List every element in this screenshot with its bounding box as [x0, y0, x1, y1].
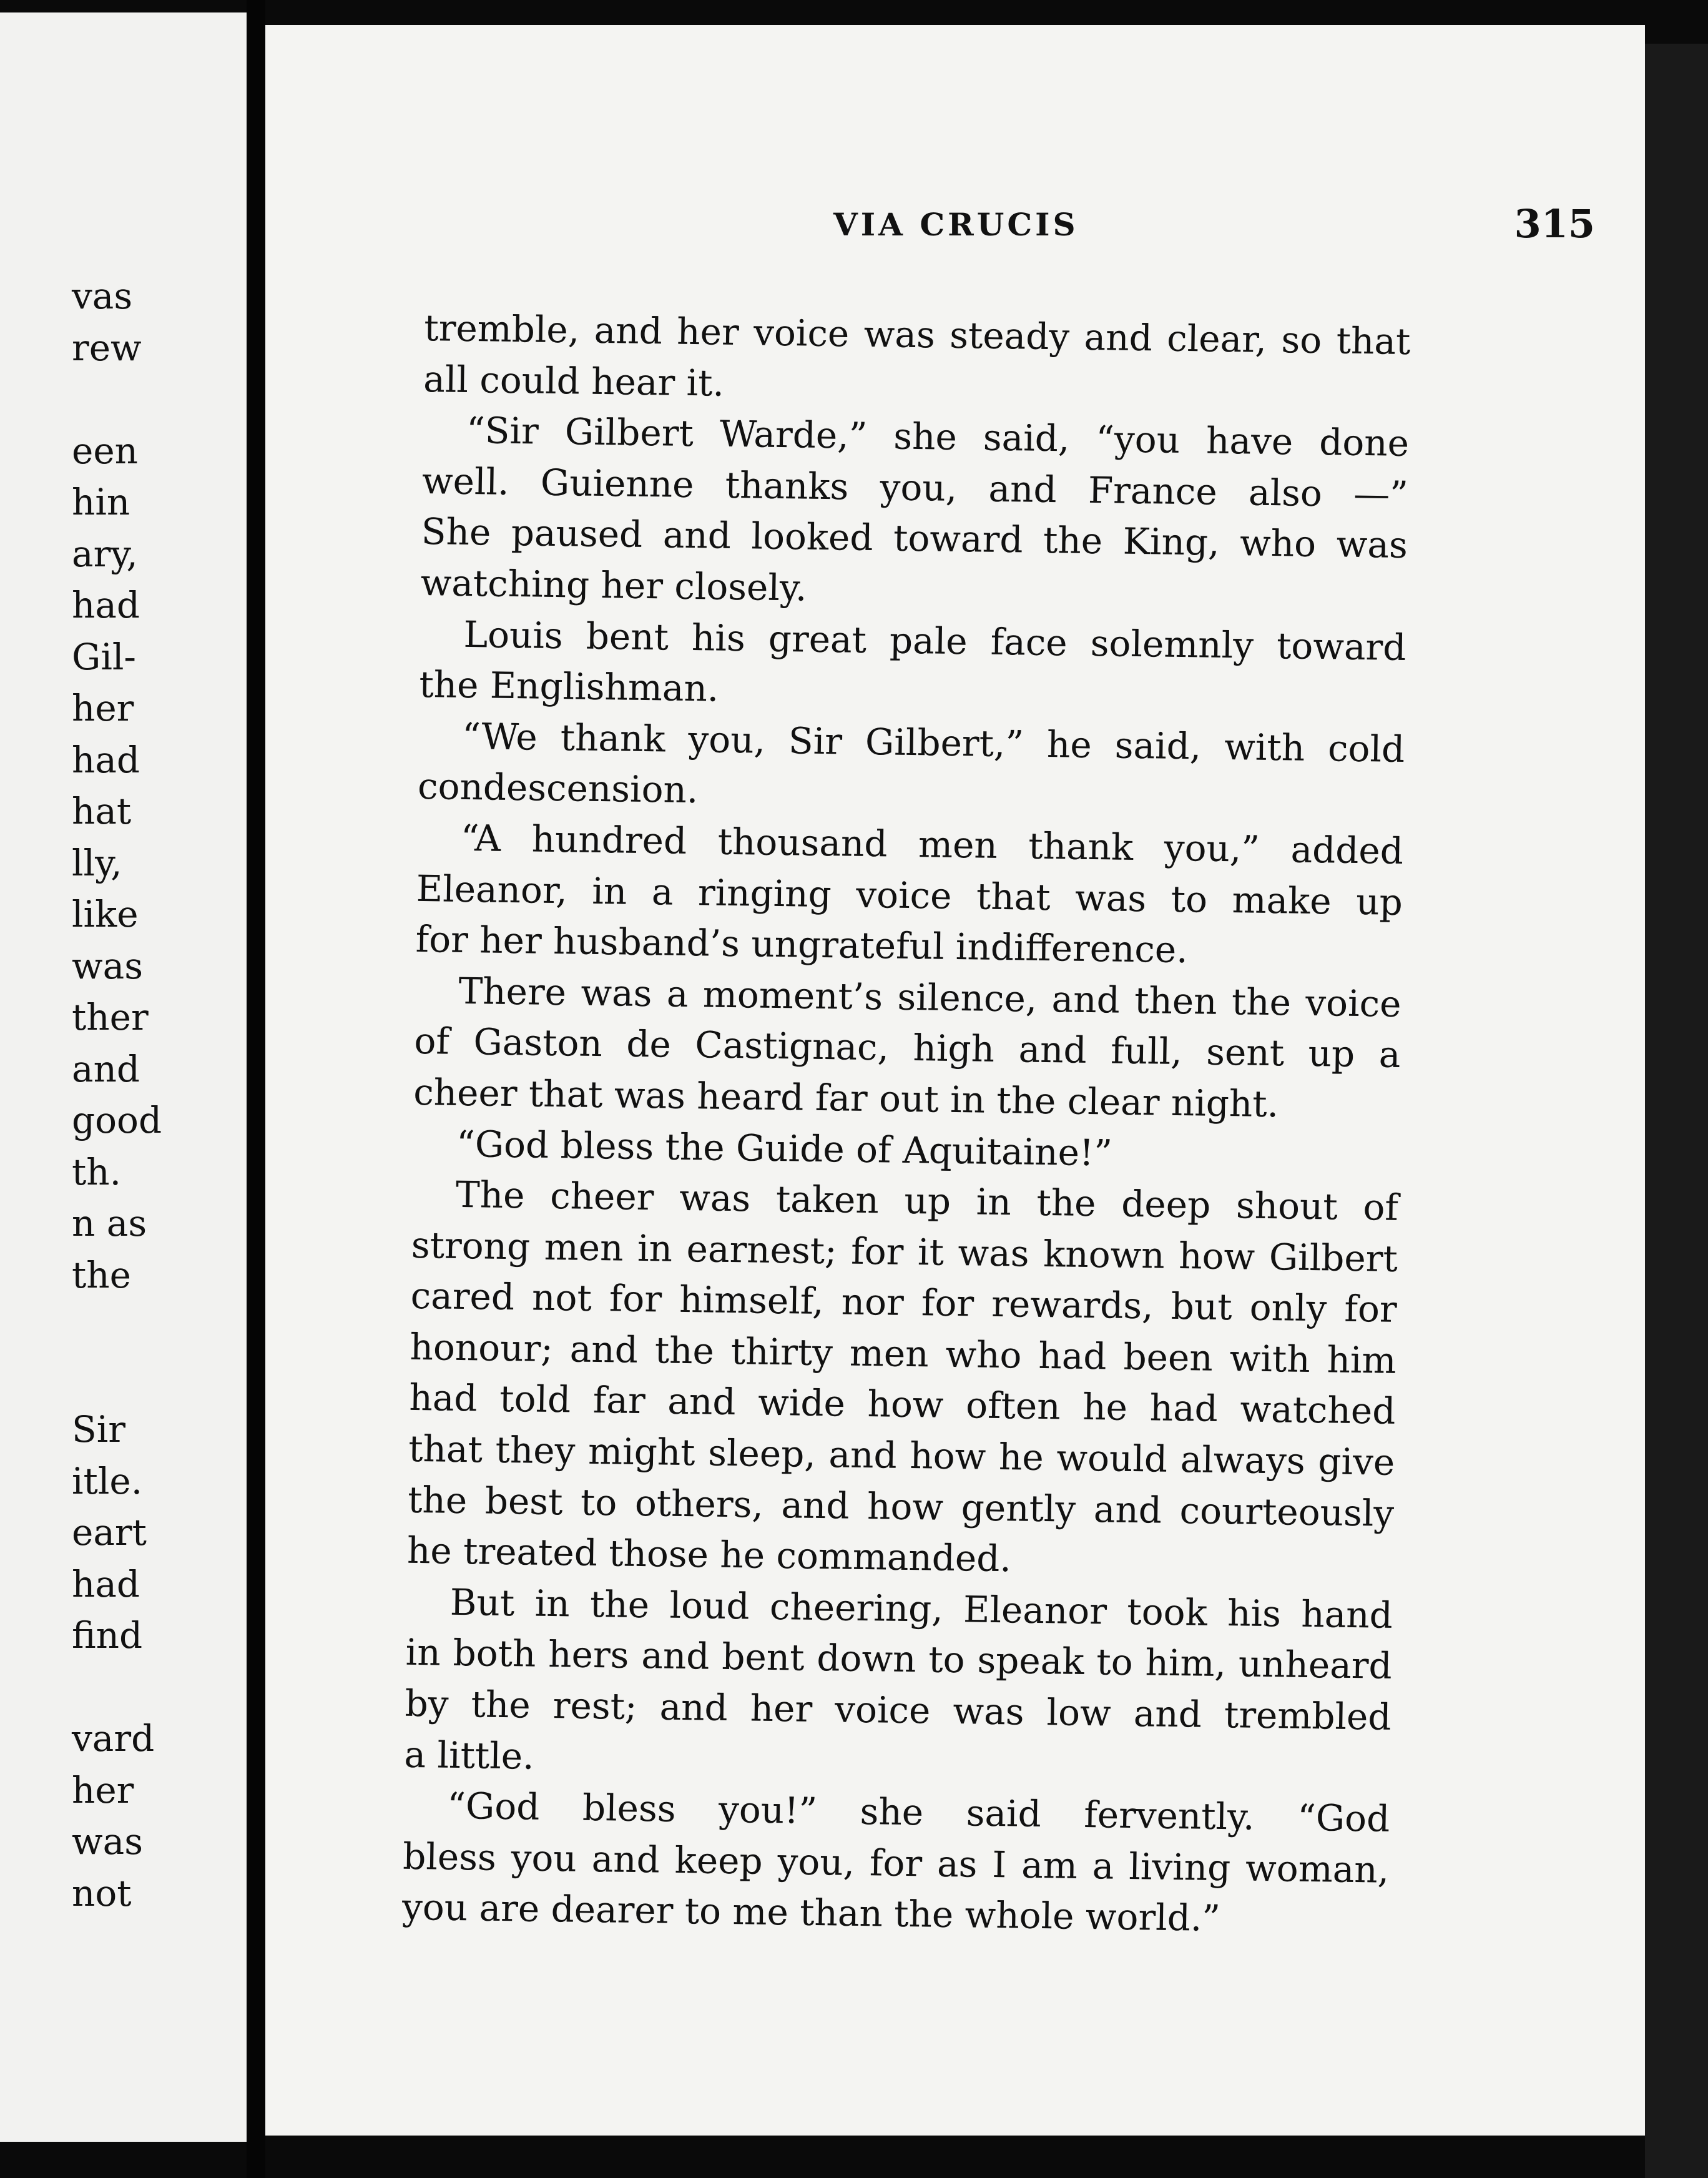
text-line: bless you and keep you, for as I am a living woman, [402, 1835, 1390, 1891]
left-page-text-fragments [0, 12, 247, 2142]
text-line: of Gaston de Castignac, high and full, sent up a [414, 1020, 1401, 1077]
paragraph [404, 1577, 1393, 1794]
left-page-fragment: her [72, 687, 134, 729]
text-line: that they might sleep, and how he would always give [408, 1427, 1395, 1484]
text-line: “A hundred thousand men thank you,” added [460, 816, 1404, 872]
left-page-fragment: n as [72, 1202, 147, 1244]
text-line: strong men in earnest; for it was known how Gilbert [411, 1223, 1398, 1280]
text-line: “God bless the Guide of Aquitaine!” [456, 1122, 1113, 1175]
left-page-fragment: ther [72, 996, 149, 1038]
text-line: the Englishman. [418, 663, 719, 710]
left-page-fragment: hin [72, 481, 130, 523]
left-page-fragment: was [72, 944, 143, 987]
left-page-fragment: een [72, 429, 139, 472]
text-line: a little. [404, 1733, 535, 1778]
page-number: 315 [1514, 201, 1595, 247]
book-gutter [247, 0, 265, 2178]
text-line: for her husband’s ungrateful indifference. [415, 918, 1189, 972]
text-line: tremble, and her voice was steady and clear, so that [423, 306, 1411, 363]
left-page-fragment: lly, [72, 841, 122, 884]
left-page-fragment: th. [72, 1150, 122, 1193]
text-line: condescension. [417, 765, 699, 812]
text-line: She paused and looked toward the King, who was [421, 510, 1408, 567]
paragraph [419, 609, 1406, 724]
text-line: in both hers and bent down to speak to him, unheard [405, 1631, 1393, 1688]
paragraph [418, 711, 1405, 826]
text-line: watching her closely. [420, 561, 807, 609]
text-line: the best to others, and how gently and courteously [407, 1478, 1395, 1535]
left-page-fragment: and [72, 1047, 140, 1090]
paragraph [415, 812, 1403, 979]
left-page-fragment: not [72, 1871, 132, 1914]
left-page-fragment: vard [72, 1717, 155, 1760]
left-page-fragment: vas [72, 275, 133, 317]
left-page-fragment: rew [72, 326, 142, 369]
left-page-fragment: was [72, 1820, 143, 1863]
text-line: cared not for himself, nor for rewards, but only for [410, 1274, 1398, 1331]
running-head [265, 201, 1645, 256]
paragraph [423, 303, 1411, 418]
paragraph [413, 965, 1401, 1132]
left-page-fragment: the [72, 1253, 131, 1296]
left-page-fragment: had [72, 1562, 140, 1605]
left-page-fragment: her [72, 1768, 134, 1811]
text-line: well. Guienne thanks you, and France also —” [421, 459, 1409, 516]
left-page-fragment: Gil- [72, 635, 137, 678]
text-line: “We thank you, Sir Gilbert,” he said, with cold [461, 714, 1405, 771]
text-line: all could hear it. [423, 357, 725, 405]
right-page [265, 25, 1645, 2136]
text-line: had told far and wide how often he had watched [409, 1376, 1396, 1433]
left-page-fragment: itle. [72, 1459, 143, 1502]
text-line: you are dearer to me than the whole world.” [401, 1886, 1221, 1940]
text-line: “Sir Gilbert Warde,” she said, “you have done [466, 409, 1410, 465]
text-line: There was a moment’s silence, and then the voice [458, 969, 1401, 1025]
text-line: honour; and the thirty men who had been with him [410, 1325, 1396, 1382]
running-title: VIA CRUCIS [833, 206, 1079, 243]
text-line: by the rest; and her voice was low and trembled [405, 1682, 1392, 1738]
text-line: Eleanor, in a ringing voice that was to make up [416, 867, 1403, 924]
text-line: “God bless you!” she said fervently. “God [446, 1784, 1390, 1841]
left-page [0, 12, 247, 2142]
left-page-fragment: find [72, 1614, 143, 1657]
left-page-fragment: good [72, 1099, 162, 1141]
text-line: The cheer was taken up in the deep shout of [455, 1173, 1399, 1229]
text-line: Louis bent his great pale face solemnly toward [463, 613, 1406, 669]
left-page-fragment: hat [72, 790, 132, 832]
left-page-fragment: like [72, 893, 139, 935]
left-page-fragment: Sir [72, 1408, 126, 1451]
body-text [402, 303, 1411, 1947]
left-page-fragment: eart [72, 1511, 147, 1554]
text-line: But in the loud cheering, Eleanor took his hand [449, 1580, 1393, 1637]
book-edge [1645, 44, 1708, 2178]
text-line: he treated those he commanded. [406, 1529, 1012, 1580]
paragraph [407, 1169, 1399, 1590]
paragraph [402, 1780, 1390, 1947]
left-page-fragment: had [72, 584, 140, 626]
paragraph [420, 405, 1409, 622]
left-page-fragment: had [72, 738, 140, 781]
left-page-fragment: ary, [72, 532, 138, 575]
text-line: cheer that was heard far out in the clear night. [413, 1070, 1279, 1126]
